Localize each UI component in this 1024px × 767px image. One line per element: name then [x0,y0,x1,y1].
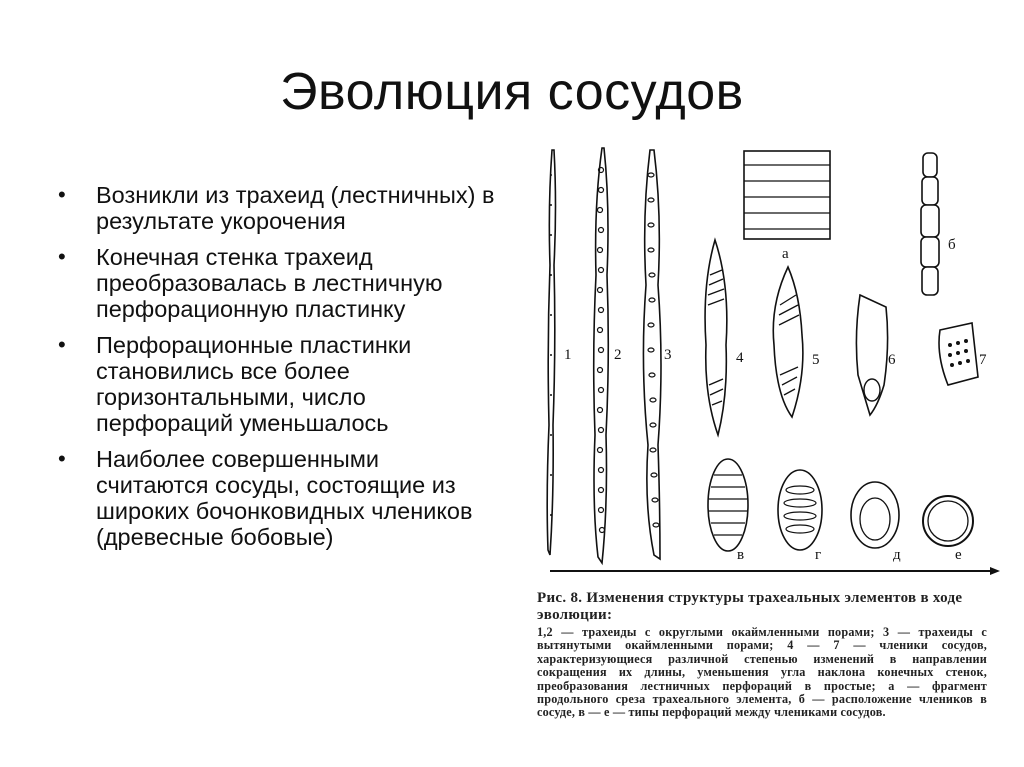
bullet-dot: • [58,332,66,357]
vessel-chain-b-drawing [921,153,939,295]
bullet-text: Конечная стенка трахеид преобразовалась в лестничную перфорационную пластинку [96,244,443,322]
tracheid-1-drawing [547,150,555,555]
fragment-a-drawing [744,151,830,239]
label-5: 5 [812,352,820,368]
arrow-head [990,567,1000,575]
tracheal-elements-illustration [530,145,1000,585]
caption-title: Рис. 8. Изменения структуры трахеальных элементов в ходе эволюции: [537,590,963,623]
bullet-item [58,332,498,436]
label-3: 3 [664,347,672,363]
label-e: е [955,547,962,563]
bullet-list [58,182,498,560]
label-b: б [948,237,956,253]
label-2: 2 [614,347,622,363]
bullet-text: Перфорационные пластинки становились все более горизонтальными, число перфораций уменьшалось [96,332,412,436]
perforation-type-v-drawing [708,459,748,551]
bullet-dot: • [58,244,66,269]
label-4: 4 [736,350,744,366]
vessel-member-4-drawing [705,240,727,435]
bullet-item [58,182,498,234]
label-6: 6 [888,352,896,368]
bullet-dot: • [58,182,66,207]
perforation-type-e-drawing [923,496,973,546]
label-7: 7 [979,352,987,368]
label-d: д [893,547,901,563]
perforation-type-g-drawing [778,470,822,550]
vessel-member-6-drawing [856,295,887,415]
label-1: 1 [564,347,572,363]
slide-title: Эволюция сосудов [280,63,744,121]
tracheid-3-drawing [643,150,661,559]
bullet-item [58,244,498,322]
bullet-dot: • [58,446,66,471]
tracheid-2-drawing [594,148,609,563]
vessel-member-5-drawing [773,267,803,417]
bullet-item [58,446,498,550]
perforation-type-d-drawing [851,482,899,548]
caption-body: 1,2 — трахеиды с округлыми окаймленными порами; 3 — трахеиды с вытянутыми окаймленными порами; 4 — 7 — членики сосудов, характеризующиеся различной степенью изменений в направлении сокращения их длины, уменьшения угла наклона конечных стенок, преобразования лестничных перфораций в простые; а — фрагмент продольного среза трахеального элемента, б — расположение члеников в сосуде, в — е — типы перфораций между члениками сосудов. [537,625,987,720]
label-a: а [782,246,789,262]
label-v: в [737,547,745,563]
figure-caption [537,590,987,720]
label-g: г [815,547,822,563]
bullet-text: Наиболее совершенными считаются сосуды, состоящие из широких бочонковидных члеников (древесные бобовые) [96,446,473,550]
vessel-member-7-drawing [939,323,978,385]
bullet-text: Возникли из трахеид (лестничных) в результате укорочения [96,182,495,234]
